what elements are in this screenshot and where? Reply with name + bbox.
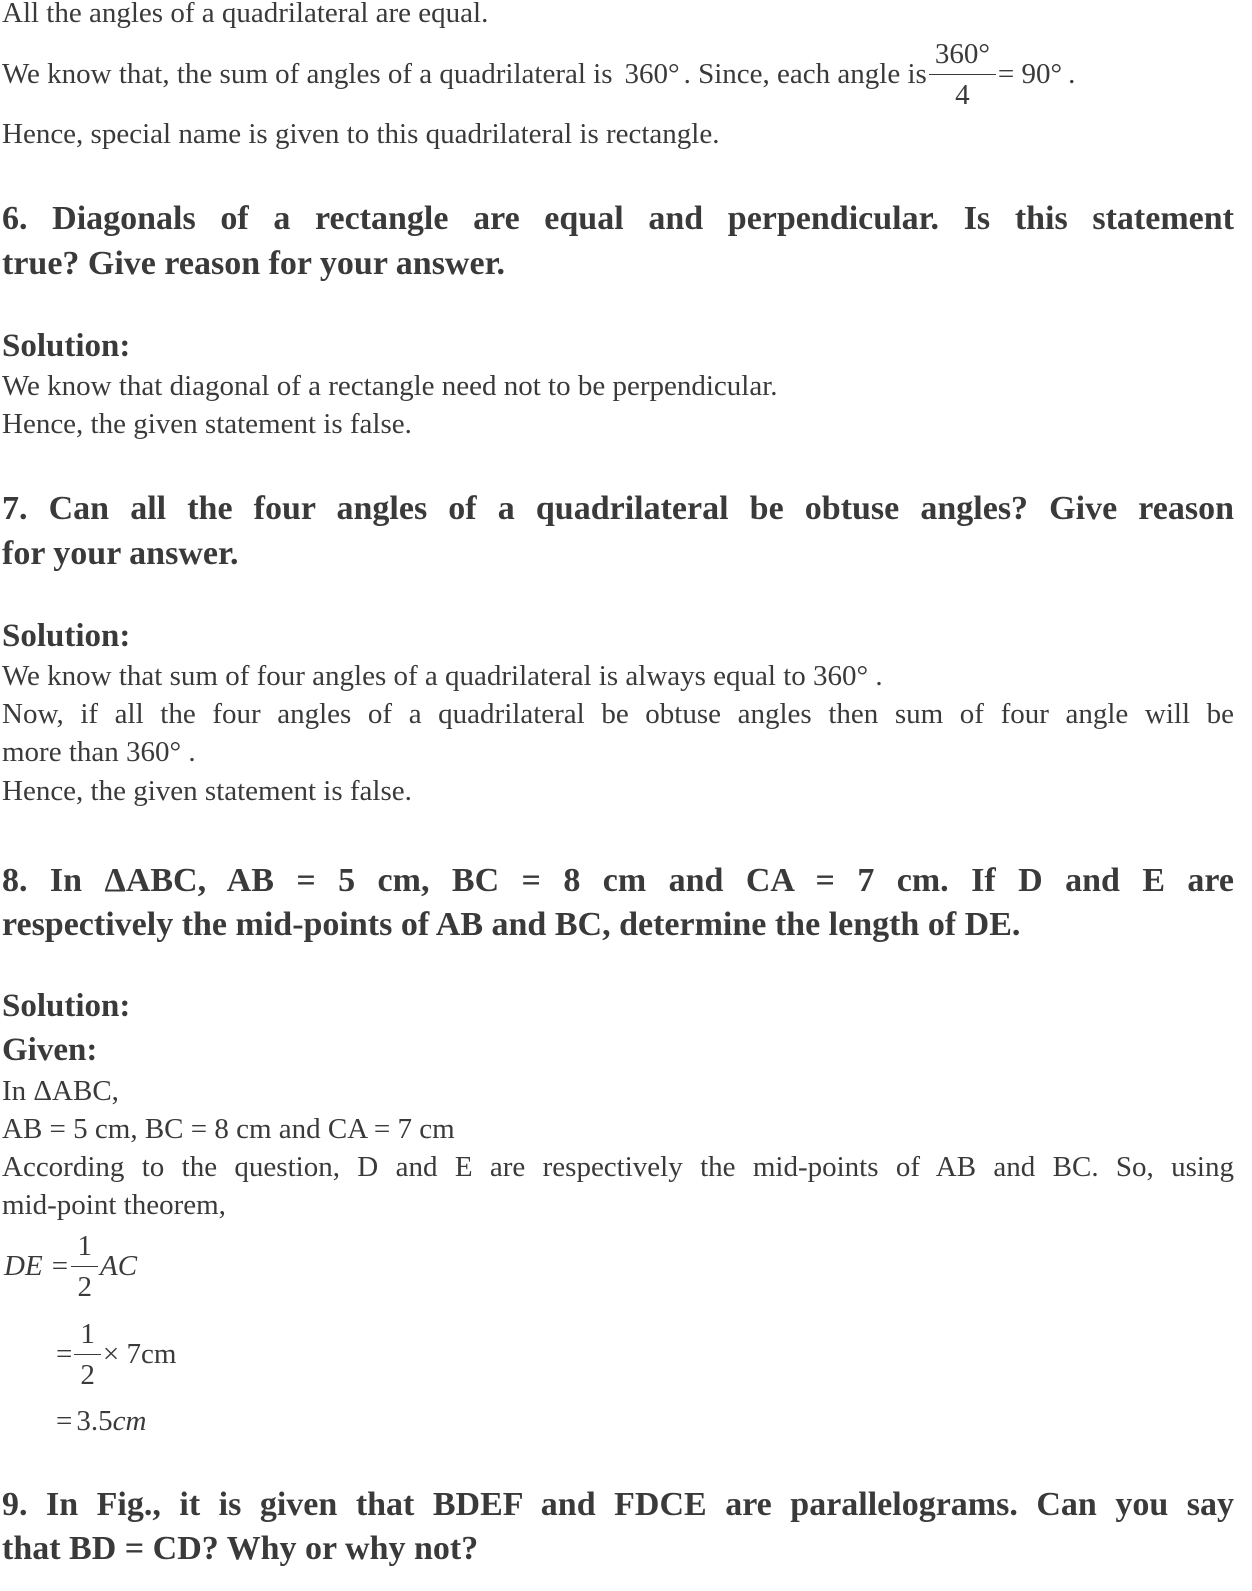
question-7-line-1 <box>2 486 1234 531</box>
equation-1-denominator: 2 <box>77 1270 92 1303</box>
intro-line-2-value: 360° <box>624 57 680 90</box>
question-9-line-1: 9. In Fig., it is given that BDEF and FDCE are parallelograms. Can you say <box>2 1486 1234 1523</box>
equation-2-rhs: × 7cm <box>102 1337 177 1370</box>
question-7-line-2-text: for your answer. <box>2 535 239 572</box>
q6-solution-label: Solution: <box>2 328 131 364</box>
question-6-line-2 <box>2 241 1234 286</box>
question-6-line-2-text: true? Give reason for your answer. <box>2 245 506 282</box>
question-7-line-1-text: 7. Can all the four angles of a quadrilateral be obtuse angles? Give reason <box>2 490 1234 527</box>
equation-2-numerator: 1 <box>74 1314 101 1355</box>
equation-2-lhs: = <box>56 1337 73 1370</box>
question-8-line-2: respectively the mid-points of AB and BC, determine the length of DE. <box>2 906 1021 943</box>
question-9-line-2: that BD = CD? Why or why not? <box>2 1530 479 1567</box>
question-6-line-1 <box>2 196 1234 241</box>
q8-solution-line-4: mid-point theorem, <box>2 1189 226 1221</box>
intro-line-2-text-a: We know that, the sum of angles of a quadrilateral is <box>2 57 613 90</box>
intro-line-2-period: . <box>1068 57 1076 90</box>
angle-fraction-denominator: 4 <box>955 78 970 111</box>
q7-solution-line-4: Hence, the given statement is false. <box>2 775 412 807</box>
q7-solution-label: Solution: <box>2 618 131 654</box>
equation-3-unit: cm <box>112 1404 147 1437</box>
q8-given-label: Given: <box>2 1032 98 1068</box>
q6-solution-line-1: We know that diagonal of a rectangle need not to be perpendicular. <box>2 370 778 402</box>
question-8-line-1: 8. In ΔABC, AB = 5 cm, BC = 8 cm and CA = 7 cm. If D and E are <box>2 862 1234 899</box>
q8-given-line-2: AB = 5 cm, BC = 8 cm and CA = 7 cm <box>2 1113 455 1145</box>
intro-line-2-text-b: . Since, each angle is <box>683 57 927 90</box>
equation-3-lhs: = <box>56 1404 73 1437</box>
q6-solution-line-2: Hence, the given statement is false. <box>2 408 412 440</box>
intro-line-3: Hence, special name is given to this quadrilateral is rectangle. <box>2 118 720 150</box>
equation-1-rhs: AC <box>99 1249 138 1282</box>
angle-fraction-numerator: 360° <box>929 34 996 75</box>
angle-result: = 90° <box>997 57 1063 90</box>
equation-2 <box>56 1314 176 1394</box>
q7-solution-line-1: We know that sum of four angles of a quadrilateral is always equal to 360° . <box>2 660 883 692</box>
q8-solution-line-3: According to the question, D and E are respectively the mid-points of AB and BC. So, using <box>2 1151 1234 1183</box>
equation-2-denominator: 2 <box>80 1358 95 1391</box>
q7-solution-line-2: Now, if all the four angles of a quadrilateral be obtuse angles then sum of four angle will be <box>2 698 1234 730</box>
equation-1-fraction <box>71 1226 98 1307</box>
equation-2-fraction <box>74 1314 101 1395</box>
angle-fraction <box>929 34 996 115</box>
q8-solution-label: Solution: <box>2 988 131 1024</box>
equation-1-lhs: DE = <box>4 1249 70 1282</box>
equation-3-value: 3.5 <box>76 1404 113 1437</box>
intro-line-1: All the angles of a quadrilateral are equal. <box>2 0 489 29</box>
intro-line-2 <box>2 36 1075 112</box>
q8-given-line-1: In ΔABC, <box>2 1075 119 1107</box>
equation-3 <box>56 1402 146 1440</box>
question-7-line-2 <box>2 531 1234 576</box>
question-6-line-1-text: 6. Diagonals of a rectangle are equal and perpendicular. Is this statement <box>2 200 1234 237</box>
q7-solution-line-3: more than 360° . <box>2 736 196 768</box>
equation-1-numerator: 1 <box>71 1226 98 1267</box>
equation-1 <box>4 1226 137 1306</box>
